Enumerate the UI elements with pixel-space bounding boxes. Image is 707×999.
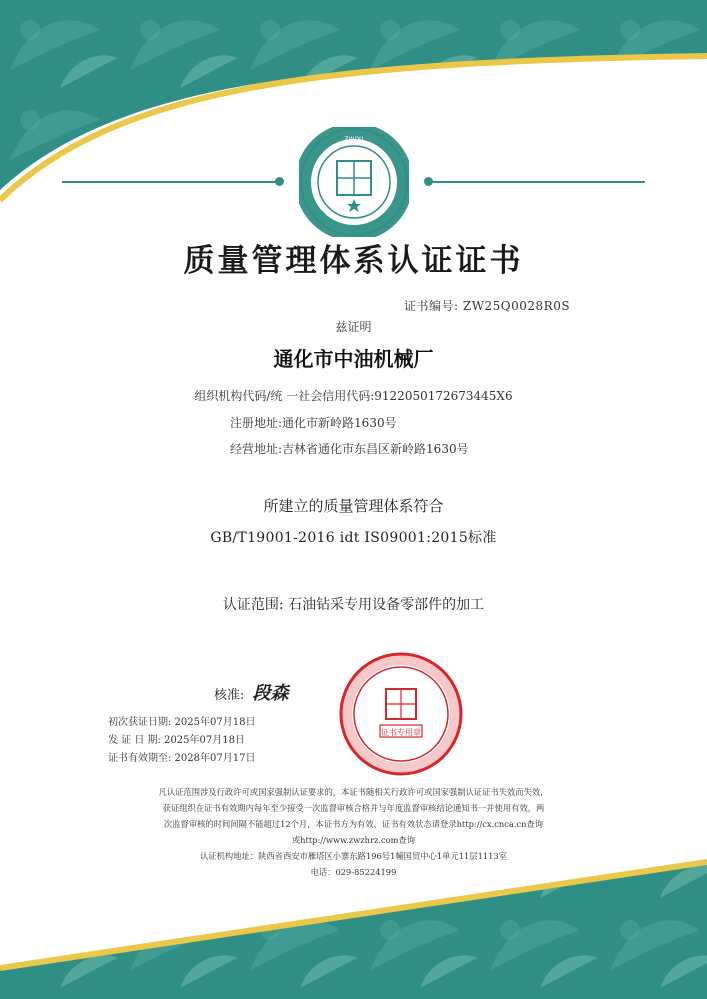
dates-block — [108, 714, 255, 768]
operating-address: 经营地址:吉林省通化市东昌区新岭路1630号 — [230, 442, 469, 456]
footer-line: 凡认证范围涉及行政许可或国家强制认证要求的，本证书随相关行政许可或国家强制认证证书失效而失效， — [158, 787, 549, 797]
certificate-number: 证书编号: ZW25Q0028R0S — [404, 299, 571, 313]
certificate-title: 质量管理体系认证证书 — [183, 243, 524, 279]
footer-line: 次监督审核的时间间隔不能超过12个月，本证书方为有效，证书有效状态请登录http://cx.cnca.cn查询 — [163, 819, 544, 829]
official-seal — [336, 651, 466, 777]
organization-code: 组织机构代码/统 一社会信用代码:9122050172673445X6 — [194, 389, 513, 403]
logo-ring-text: ZWQU — [344, 136, 364, 143]
certification-body-logo — [299, 127, 409, 237]
approver-line — [214, 679, 289, 705]
divider-left — [62, 181, 278, 183]
issue-date: 发 证 日 期: 2025年07月18日 — [108, 735, 245, 746]
footer-line: 获证组织在证书有效期内每年至少接受一次监督审核合格并与年度监督审核结论通知书一并使用有效，两 — [162, 803, 545, 813]
approver-signature: 段森 — [252, 683, 289, 704]
divider-left-dot — [275, 177, 284, 186]
seal-bottom-text: 证书专用章 — [381, 728, 421, 737]
conformity-statement: 所建立的质量管理体系符合 — [263, 497, 444, 515]
first-issue-date: 初次获证日期: 2025年07月18日 — [108, 717, 256, 728]
footer-line: 电话：029-85224199 — [310, 867, 397, 877]
registered-address: 注册地址:通化市新岭路1630号 — [230, 416, 397, 430]
company-name: 通化市中油机械厂 — [273, 347, 434, 371]
footer-line: 认证机构地址：陕西省西安市雁塔区小寨东路196号1幢国贸中心1单元11层1113室 — [200, 851, 507, 861]
certify-statement: 兹证明 — [335, 320, 372, 334]
standard-reference: GB/T19001-2016 idt IS09001:2015标准 — [210, 530, 497, 546]
approver-label: 核准: — [214, 688, 245, 703]
footer-line: 或http://www.zwzhrz.com查询 — [291, 835, 416, 845]
footer-notes — [0, 784, 707, 880]
certification-scope: 认证范围: 石油钻采专用设备零部件的加工 — [222, 597, 485, 613]
divider-right — [430, 181, 645, 183]
expiry-date: 证书有效期至: 2028年07月17日 — [108, 753, 256, 764]
